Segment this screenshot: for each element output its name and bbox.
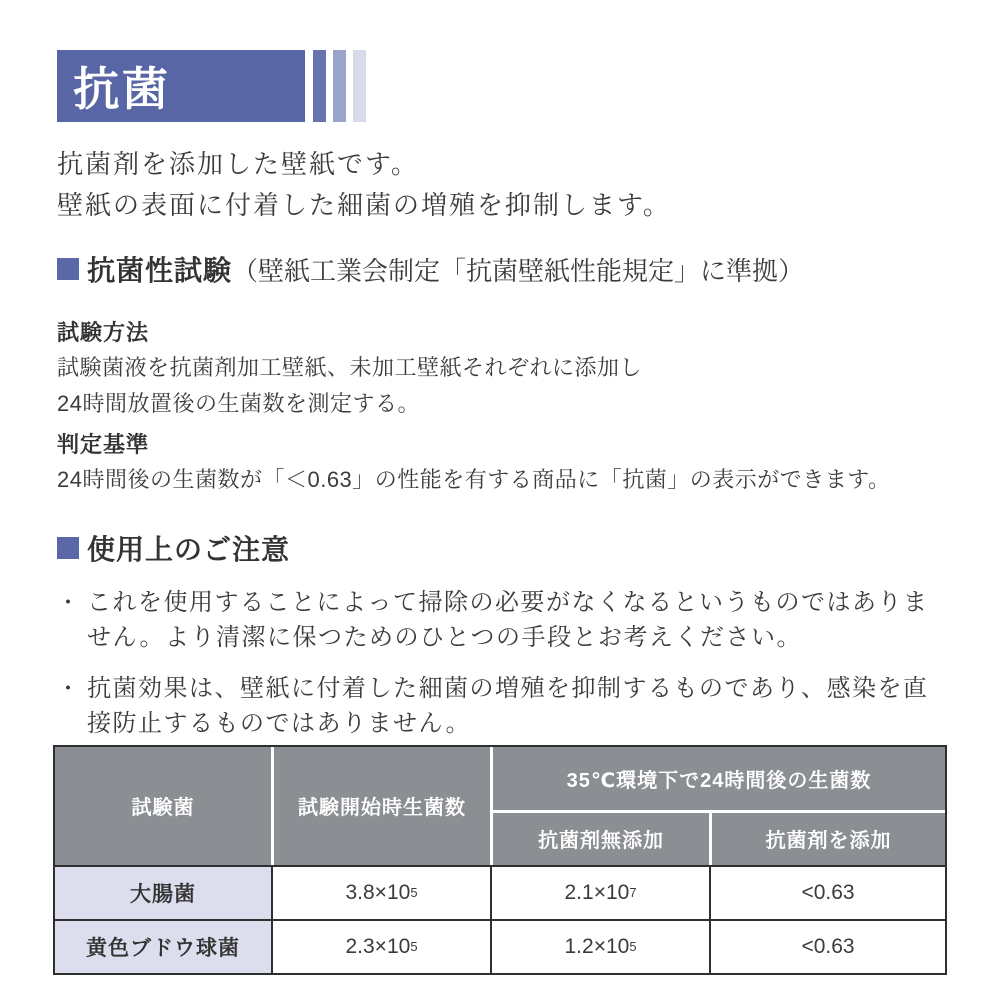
table-row-label: 大腸菌 — [55, 865, 271, 919]
title-banner — [57, 50, 366, 122]
caution-bullet-list — [57, 585, 947, 757]
table-header-treated: 抗菌剤を添加 — [709, 810, 945, 865]
table-header-untreated: 抗菌剤無添加 — [490, 810, 709, 865]
section-test-heading — [57, 249, 804, 289]
list-item — [57, 585, 947, 655]
bullet-icon: ・ — [57, 590, 80, 615]
bullet-icon: ・ — [57, 676, 80, 701]
value-base: 1.2×10 — [564, 934, 630, 958]
table-cell-untreated: 1.2×10 5 — [490, 919, 709, 973]
section-test-note: （壁紙工業会制定「抗菌壁紙性能規定」に準拠） — [232, 255, 805, 286]
intro-paragraph — [57, 144, 671, 226]
banner-stripe-1 — [313, 50, 326, 122]
value-base: <0.63 — [801, 934, 855, 958]
table-cell-treated — [709, 865, 945, 919]
caution-bullet-1: これを使用することによって掃除の必要がなくなるというものではありません。より清潔に保つためのひとつの手段とお考えください。 — [87, 589, 929, 651]
table-cell-initial: 2.3×10 5 — [271, 919, 490, 973]
criteria-heading: 判定基準 — [57, 432, 150, 457]
method-body — [57, 350, 642, 422]
test-result-table — [53, 745, 947, 975]
intro-line-2: 壁紙の表面に付着した細菌の増殖を抑制します。 — [57, 190, 671, 220]
section-marker-square-icon — [57, 258, 79, 280]
method-line-2: 24時間放置後の生菌数を測定する。 — [57, 391, 420, 416]
table-row-label: 黄色ブドウ球菌 — [55, 919, 271, 973]
method-line-1: 試験菌液を抗菌剤加工壁紙、未加工壁紙それぞれに添加し — [57, 355, 643, 380]
table-cell-treated — [709, 919, 945, 973]
banner-title: 抗菌 — [57, 50, 305, 122]
criteria-body: 24時間後の生菌数が「＜0.63」の性能を有する商品に「抗菌」の表示ができます。 — [57, 467, 891, 492]
value-base: 3.8×10 — [345, 880, 411, 904]
banner-stripe-2 — [333, 50, 346, 122]
table-cell-untreated: 2.1×10 7 — [490, 865, 709, 919]
value-base: 2.1×10 — [564, 880, 630, 904]
section-caution-title: 使用上のご注意 — [87, 534, 291, 565]
section-marker-square-icon — [57, 537, 79, 559]
intro-line-1: 抗菌剤を添加した壁紙です。 — [57, 149, 419, 179]
table-header-after-24h: 35℃環境下で24時間後の生菌数 — [490, 747, 945, 810]
section-caution-heading — [57, 528, 290, 568]
value-base: <0.63 — [801, 880, 855, 904]
list-item — [57, 671, 947, 741]
method-heading: 試験方法 — [57, 320, 150, 345]
caution-bullet-2: 抗菌効果は、壁紙に付着した細菌の増殖を抑制するものであり、感染を直接防止するものではありません。 — [87, 675, 929, 737]
value-base: 2.3×10 — [345, 934, 411, 958]
table-header-initial-count: 試験開始時生菌数 — [271, 747, 490, 865]
table-header-bacteria: 試験菌 — [55, 747, 271, 865]
section-test-title: 抗菌性試験 — [87, 255, 233, 286]
table-cell-initial: 3.8×10 5 — [271, 865, 490, 919]
banner-stripe-3 — [353, 50, 366, 122]
